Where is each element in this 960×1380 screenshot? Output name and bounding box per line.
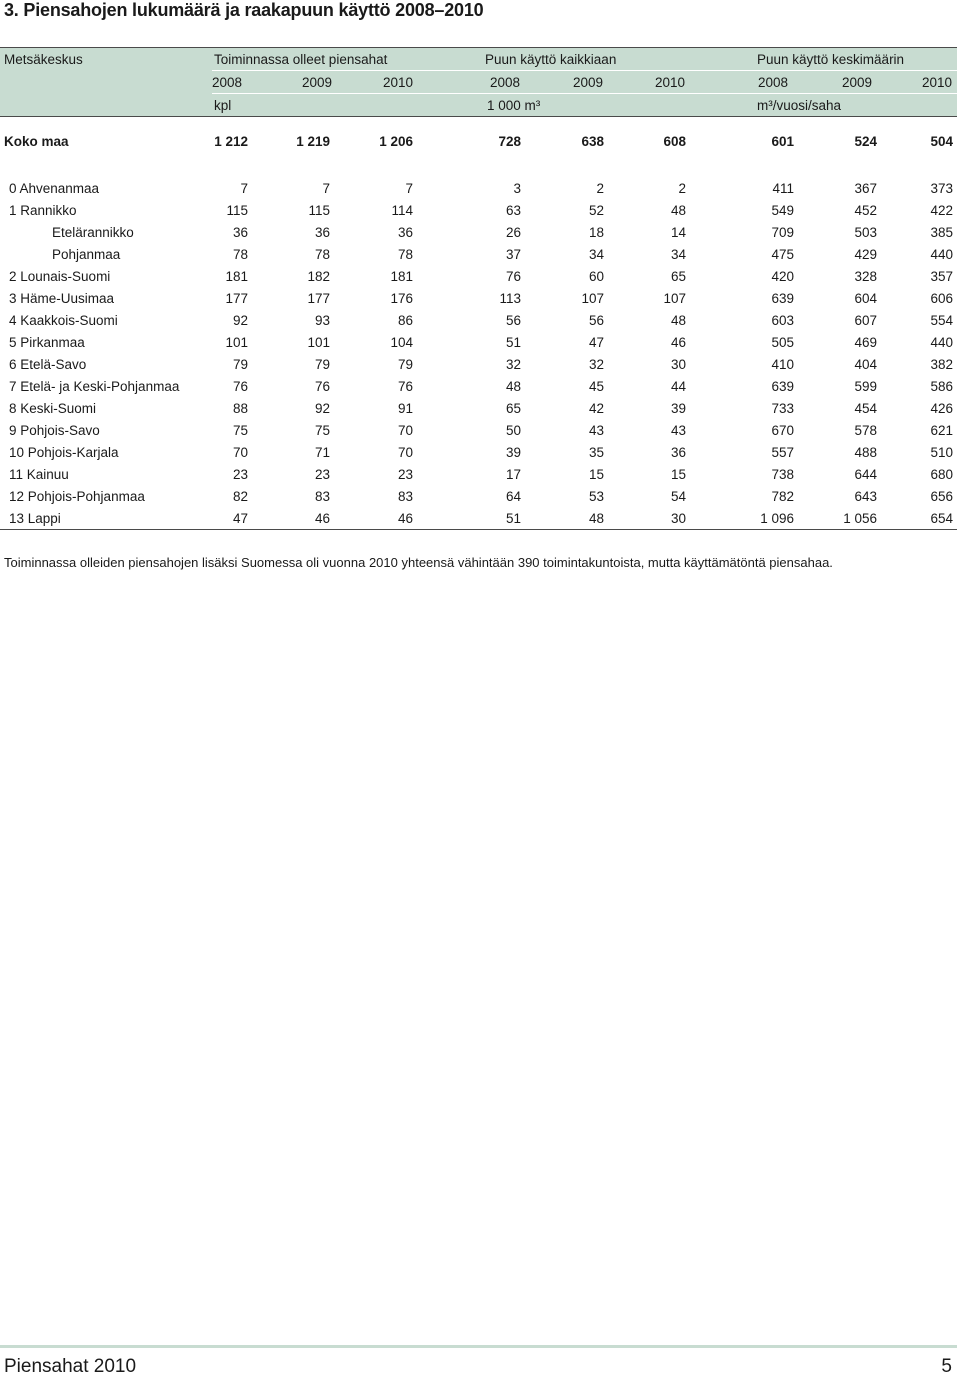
table-cell: 3 xyxy=(513,180,521,196)
table-cell: 18 xyxy=(588,224,604,240)
table-row xyxy=(0,287,957,309)
table-cell: 601 xyxy=(771,133,794,149)
table-cell: 26 xyxy=(505,224,521,240)
table-cell: 709 xyxy=(771,224,794,240)
table-cell: 79 xyxy=(397,356,413,372)
table-cell: 79 xyxy=(314,356,330,372)
table-cell: 32 xyxy=(588,356,604,372)
table-cell: 733 xyxy=(771,400,794,416)
table-cell: 644 xyxy=(854,466,877,482)
table-cell: 43 xyxy=(670,422,686,438)
table-cell: 510 xyxy=(930,444,953,460)
table-row xyxy=(0,199,957,221)
table-row xyxy=(0,309,957,331)
table-cell: 82 xyxy=(232,488,248,504)
region-label: 1 Rannikko xyxy=(9,202,77,218)
year-header: 2009 xyxy=(302,75,333,90)
unit-header: 1 000 m³ xyxy=(487,98,541,113)
table-cell: 14 xyxy=(670,224,686,240)
region-label: 9 Pohjois-Savo xyxy=(9,422,100,438)
table-cell: 76 xyxy=(314,378,330,394)
table-cell: 34 xyxy=(670,246,686,262)
table-cell: 51 xyxy=(505,510,521,526)
row-label-header: Metsäkeskus xyxy=(4,52,83,67)
data-table xyxy=(0,47,957,530)
table-cell: 43 xyxy=(588,422,604,438)
table-cell: 78 xyxy=(232,246,248,262)
table-cell: 47 xyxy=(232,510,248,526)
table-cell: 7 xyxy=(405,180,413,196)
header-group-row xyxy=(0,48,957,70)
table-cell: 92 xyxy=(232,312,248,328)
table-cell: 738 xyxy=(771,466,794,482)
table-cell: 2 xyxy=(596,180,604,196)
page-number: 5 xyxy=(941,1356,952,1377)
table-cell: 44 xyxy=(670,378,686,394)
table-row xyxy=(0,243,957,265)
table-row xyxy=(0,353,957,375)
unit-header: m³/vuosi/saha xyxy=(757,98,842,113)
table-row xyxy=(0,177,957,199)
table-cell: 504 xyxy=(930,133,953,149)
table-cell: 554 xyxy=(930,312,953,328)
table-cell: 578 xyxy=(854,422,877,438)
region-label: 6 Etelä-Savo xyxy=(9,356,87,372)
table-cell: 60 xyxy=(588,268,604,284)
table-cell: 599 xyxy=(854,378,877,394)
region-label: 0 Ahvenanmaa xyxy=(9,180,100,196)
table-row xyxy=(0,221,957,243)
region-label: 4 Kaakkois-Suomi xyxy=(9,312,118,328)
year-header: 2008 xyxy=(490,75,521,90)
table-cell: 2 xyxy=(678,180,686,196)
table-cell: 101 xyxy=(307,334,330,350)
region-label: 12 Pohjois-Pohjanmaa xyxy=(9,488,145,504)
table-cell: 36 xyxy=(670,444,686,460)
year-header: 2010 xyxy=(922,75,953,90)
table-row xyxy=(0,485,957,507)
table-cell: 410 xyxy=(771,356,794,372)
table-cell: 404 xyxy=(854,356,877,372)
table-cell: 373 xyxy=(930,180,953,196)
table-cell: 46 xyxy=(314,510,330,526)
table-cell: 23 xyxy=(314,466,330,482)
table-row xyxy=(0,331,957,353)
table-cell: 71 xyxy=(314,444,330,460)
table-row xyxy=(0,265,957,287)
table-cell: 64 xyxy=(505,488,521,504)
table-cell: 101 xyxy=(225,334,248,350)
table-cell: 639 xyxy=(771,378,794,394)
table-cell: 429 xyxy=(854,246,877,262)
year-header: 2008 xyxy=(758,75,789,90)
table-cell: 78 xyxy=(397,246,413,262)
table-cell: 92 xyxy=(314,400,330,416)
year-header: 2008 xyxy=(212,75,243,90)
table-cell: 177 xyxy=(225,290,248,306)
table-cell: 45 xyxy=(588,378,604,394)
table-cell: 606 xyxy=(930,290,953,306)
table-cell: 48 xyxy=(588,510,604,526)
table-cell: 34 xyxy=(588,246,604,262)
table-cell: 654 xyxy=(930,510,953,526)
table-cell: 50 xyxy=(505,422,521,438)
table-cell: 76 xyxy=(232,378,248,394)
region-label: 5 Pirkanmaa xyxy=(9,334,85,350)
table-row xyxy=(0,419,957,441)
table-cell: 440 xyxy=(930,334,953,350)
table-cell: 656 xyxy=(930,488,953,504)
table-cell: 115 xyxy=(308,202,330,218)
table-cell: 608 xyxy=(663,133,686,149)
table-cell: 181 xyxy=(225,268,248,284)
table-cell: 382 xyxy=(930,356,953,372)
table-cell: 46 xyxy=(670,334,686,350)
footer-publication: Piensahat 2010 xyxy=(4,1356,137,1377)
table-cell: 639 xyxy=(771,290,794,306)
table-cell: 440 xyxy=(930,246,953,262)
table-cell: 51 xyxy=(505,334,521,350)
table-cell: 36 xyxy=(397,224,413,240)
table-cell: 76 xyxy=(397,378,413,394)
table-cell: 56 xyxy=(588,312,604,328)
total-row xyxy=(0,127,957,155)
table-cell: 1 212 xyxy=(214,133,248,149)
table-row xyxy=(0,397,957,419)
table-cell: 88 xyxy=(232,400,248,416)
table-cell: 56 xyxy=(505,312,521,328)
table-row xyxy=(0,463,957,485)
table-header xyxy=(0,47,957,116)
table-cell: 7 xyxy=(240,180,248,196)
footnote: Toiminnassa olleiden piensahojen lisäksi Suomessa oli vuonna 2010 yhteensä vähintään 390 toimintakuntoista, mutta käyttämätöntä piensahaa. xyxy=(4,555,833,570)
table-cell: 621 xyxy=(930,422,953,438)
table-cell: 557 xyxy=(771,444,794,460)
table-cell: 367 xyxy=(854,180,877,196)
table-cell: 53 xyxy=(588,488,604,504)
table-cell: 680 xyxy=(930,466,953,482)
year-header: 2009 xyxy=(842,75,873,90)
header-unit-row xyxy=(212,93,957,116)
table-cell: 42 xyxy=(588,400,604,416)
table-cell: 30 xyxy=(670,356,686,372)
table-cell: 83 xyxy=(397,488,413,504)
footer-bar xyxy=(0,1345,957,1348)
region-label: 13 Lappi xyxy=(9,510,61,526)
table-cell: 15 xyxy=(588,466,604,482)
table-cell: 177 xyxy=(307,290,330,306)
region-label: 11 Kainuu xyxy=(9,466,69,482)
table-cell: 36 xyxy=(314,224,330,240)
table-cell: 357 xyxy=(930,268,953,284)
table-cell: 47 xyxy=(588,334,604,350)
table-cell: 65 xyxy=(505,400,521,416)
region-label: 7 Etelä- ja Keski-Pohjanmaa xyxy=(9,378,180,394)
table-cell: 70 xyxy=(397,444,413,460)
table-cell: 23 xyxy=(397,466,413,482)
table-cell: 604 xyxy=(854,290,877,306)
group-header: Puun käyttö kaikkiaan xyxy=(485,52,617,67)
table-cell: 52 xyxy=(588,202,604,218)
table-cell: 181 xyxy=(390,268,413,284)
table-cell: 452 xyxy=(854,202,877,218)
table-cell: 586 xyxy=(930,378,953,394)
region-label: 2 Lounais-Suomi xyxy=(9,268,111,284)
table-cell: 643 xyxy=(854,488,877,504)
table-cell: 524 xyxy=(854,133,877,149)
table-cell: 104 xyxy=(390,334,413,350)
region-label: 3 Häme-Uusimaa xyxy=(9,290,115,306)
page-title: 3. Piensahojen lukumäärä ja raakapuun käyttö 2008–2010 xyxy=(4,0,484,20)
table-cell: 23 xyxy=(232,466,248,482)
table-cell: 603 xyxy=(771,312,794,328)
table-body xyxy=(0,127,957,529)
table-cell: 91 xyxy=(397,400,413,416)
table-cell: 114 xyxy=(391,202,413,218)
table-cell: 107 xyxy=(663,290,686,306)
table-cell: 48 xyxy=(670,202,686,218)
table-cell: 385 xyxy=(930,224,953,240)
table-cell: 328 xyxy=(854,268,877,284)
header-year-row xyxy=(212,70,957,93)
table-cell: 475 xyxy=(771,246,794,262)
table-cell: 78 xyxy=(314,246,330,262)
table-cell: 411 xyxy=(772,180,794,196)
table-cell: 782 xyxy=(771,488,794,504)
table-cell: 30 xyxy=(670,510,686,526)
table-cell: 76 xyxy=(505,268,521,284)
table-cell: 426 xyxy=(930,400,953,416)
table-cell: 420 xyxy=(771,268,794,284)
table-cell: 7 xyxy=(322,180,330,196)
region-label: Pohjanmaa xyxy=(52,246,121,262)
table-cell: 469 xyxy=(854,334,877,350)
table-cell: 15 xyxy=(670,466,686,482)
table-cell: 48 xyxy=(505,378,521,394)
table-cell: 65 xyxy=(670,268,686,284)
table-cell: 32 xyxy=(505,356,521,372)
table-cell: 86 xyxy=(397,312,413,328)
table-cell: 503 xyxy=(854,224,877,240)
year-header: 2009 xyxy=(573,75,604,90)
unit-header: kpl xyxy=(214,98,232,113)
table-cell: 17 xyxy=(505,466,521,482)
table-cell: 454 xyxy=(854,400,877,416)
table-cell: 505 xyxy=(771,334,794,350)
table-cell: 113 xyxy=(499,290,521,306)
table-cell: 39 xyxy=(505,444,521,460)
table-cell: 1 096 xyxy=(760,510,794,526)
table-cell: 35 xyxy=(588,444,604,460)
table-cell: 1 219 xyxy=(296,133,330,149)
table-cell: 39 xyxy=(670,400,686,416)
table-row xyxy=(0,507,957,529)
table-cell: 670 xyxy=(771,422,794,438)
table-bottom-rule xyxy=(0,529,957,530)
year-header: 2010 xyxy=(655,75,686,90)
region-label: 10 Pohjois-Karjala xyxy=(9,444,119,460)
region-label: Koko maa xyxy=(4,133,69,149)
table-cell: 182 xyxy=(307,268,330,284)
table-cell: 1 206 xyxy=(379,133,413,149)
table-cell: 48 xyxy=(670,312,686,328)
table-cell: 70 xyxy=(232,444,248,460)
table-cell: 37 xyxy=(505,246,521,262)
table-cell: 83 xyxy=(314,488,330,504)
region-label: 8 Keski-Suomi xyxy=(9,400,97,416)
table-cell: 176 xyxy=(390,290,413,306)
table-cell: 638 xyxy=(581,133,604,149)
table-cell: 36 xyxy=(232,224,248,240)
table-cell: 107 xyxy=(581,290,604,306)
table-row xyxy=(0,375,957,397)
table-cell: 93 xyxy=(314,312,330,328)
table-row xyxy=(0,441,957,463)
table-cell: 79 xyxy=(232,356,248,372)
table-cell: 75 xyxy=(314,422,330,438)
table-cell: 75 xyxy=(232,422,248,438)
table-cell: 488 xyxy=(854,444,877,460)
group-header: Puun käyttö keskimäärin xyxy=(757,52,905,67)
table-cell: 54 xyxy=(670,488,686,504)
region-label: Etelärannikko xyxy=(52,224,134,240)
table-cell: 115 xyxy=(226,202,248,218)
table-cell: 728 xyxy=(498,133,521,149)
table-cell: 70 xyxy=(397,422,413,438)
table-cell: 1 056 xyxy=(843,510,877,526)
year-header: 2010 xyxy=(383,75,414,90)
table-cell: 607 xyxy=(854,312,877,328)
table-cell: 549 xyxy=(771,202,794,218)
table-cell: 422 xyxy=(930,202,953,218)
table-cell: 63 xyxy=(505,202,521,218)
group-header: Toiminnassa olleet piensahat xyxy=(214,52,388,67)
table-cell: 46 xyxy=(397,510,413,526)
